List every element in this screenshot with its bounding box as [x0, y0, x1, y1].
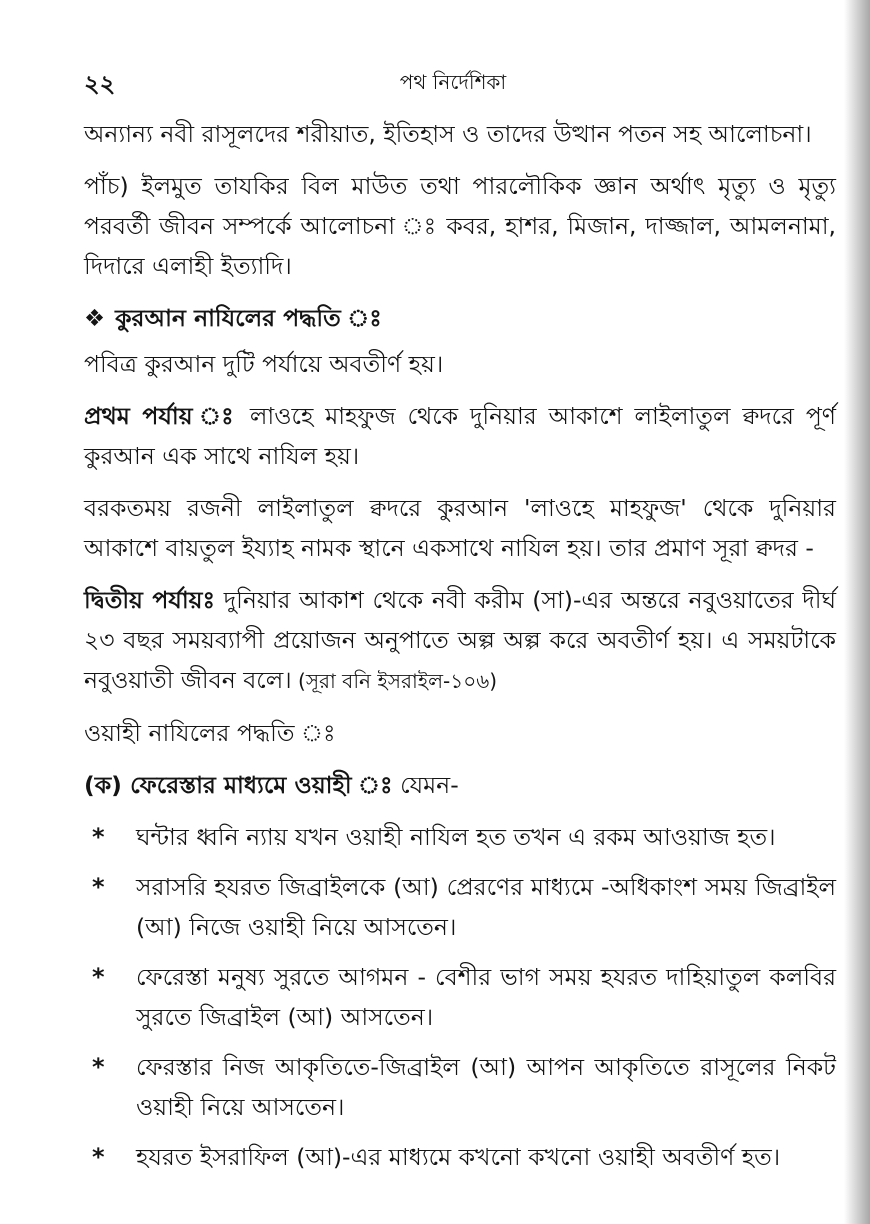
page-header — [84, 66, 822, 106]
page-content — [84, 114, 836, 1187]
paragraph-5: বরকতময় রজনী লাইলাতুল ক্বদরে কুরআন 'লাওহে মাহফুজ' থেকে দুনিয়ার আকাশে বায়তুল ইয্যাহ নামক স্থানে একসাথে নাযিল হয়। তার প্রমাণ সূরা ক্বদর - — [84, 494, 836, 562]
paragraph-first-stage — [84, 396, 836, 476]
asterisk-bullet-icon: * — [92, 823, 105, 851]
subheading-wahi-methods: ওয়াহী নাযিলের পদ্ধতি ঃ — [84, 719, 336, 747]
paragraph-2: পাঁচ) ইলমুত তাযকির বিল মাউত তথা পারলৌকিক জ্ঞান অর্থাৎ মৃত্যু ও মৃত্যু পরবর্তী জীবন সম্পর্কে আলোচনা ঃ কবর, হাশর, মিজান, দাজ্জাল, আমলনামা, দিদারে এলাহী ইত্যাদি। — [84, 172, 836, 280]
via-angel-label: (ক) ফেরেস্তার মাধ্যমে ওয়াহী ঃ — [84, 771, 393, 799]
list-item-text: সরাসরি হযরত জিব্রাইলকে (আ) প্রেরণের মাধ্যমে -অধিকাংশ সময় জিব্রাইল (আ) নিজে ওয়াহী নিয়ে আসতেন। — [136, 873, 836, 941]
list-item — [84, 867, 836, 947]
paragraph-3: পবিত্র কুরআন দুটি পর্যায়ে অবতীর্ণ হয়। — [84, 350, 444, 378]
first-stage-label: প্রথম পর্যায় ঃ — [84, 402, 239, 430]
paragraph-1: অন্যান্য নবী রাসূলদের শরীয়াত, ইতিহাস ও তাদের উত্থান পতন সহ আলোচনা। — [84, 120, 812, 148]
asterisk-bullet-icon: * — [92, 1053, 105, 1081]
subheading-via-angel — [84, 765, 836, 805]
list-item-text: হযরত ইসরাফিল (আ)-এর মাধ্যমে কখনো কখনো ওয়াহী অবতীর্ণ হত। — [136, 1143, 781, 1171]
section-heading-text: কুরআন নাযিলের পদ্ধতি ঃ — [115, 304, 382, 332]
list-item — [84, 817, 836, 857]
list-item-text: ঘন্টার ধ্বনি ন্যায় যখন ওয়াহী নাযিল হত তখন এ রকম আওয়াজ হত। — [136, 823, 776, 851]
list-item — [84, 957, 836, 1037]
running-title: পথ নির্দেশিকা — [399, 70, 507, 94]
page-edge-shadow — [844, 0, 870, 1224]
diamond-bullet-icon: ❖ — [84, 304, 106, 332]
list-item — [84, 1137, 836, 1177]
asterisk-bullet-icon: * — [92, 963, 105, 991]
first-stage-text: লাওহে মাহফুজ থেকে দুনিয়ার আকাশে লাইলাতুল ক্বদরে পূর্ণ কুরআন এক সাথে নাযিল হয়। — [84, 402, 836, 470]
bullet-list — [84, 817, 836, 1177]
second-stage-text: দুনিয়ার আকাশ থেকে নবী করীম (সা)-এর অন্তরে নবুওয়াতের দীর্ঘ ২৩ বছর সময়ব্যাপী প্রয়োজন অনুপাতে অল্প অল্প করে অবতীর্ণ হয়। এ সময়টাকে নবুওয়াতী জীবন বলে। — [84, 586, 837, 694]
list-item-text: ফেরেস্তা মনুষ্য সুরতে আগমন - বেশীর ভাগ সময় হযরত দাহিয়াতুল কলবির সুরতে জিব্রাইল (আ) আসতেন। — [136, 963, 836, 1031]
asterisk-bullet-icon: * — [92, 1143, 105, 1171]
paragraph-second-stage — [84, 580, 836, 701]
via-angel-text: যেমন- — [392, 771, 459, 799]
list-item-text: ফেরস্তার নিজ আকৃতিতে-জিব্রাইল (আ) আপন আকৃতিতে রাসূলের নিকট ওয়াহী নিয়ে আসতেন। — [136, 1053, 836, 1121]
list-item — [84, 1047, 836, 1127]
page-number: ২২ — [84, 70, 116, 98]
section-heading-quran-revelation — [84, 298, 836, 338]
asterisk-bullet-icon: * — [92, 873, 105, 901]
second-stage-label: দ্বিতীয় পর্যায়ঃ — [84, 586, 216, 614]
citation: (সূরা বনি ইসরাইল-১০৬) — [291, 669, 498, 693]
